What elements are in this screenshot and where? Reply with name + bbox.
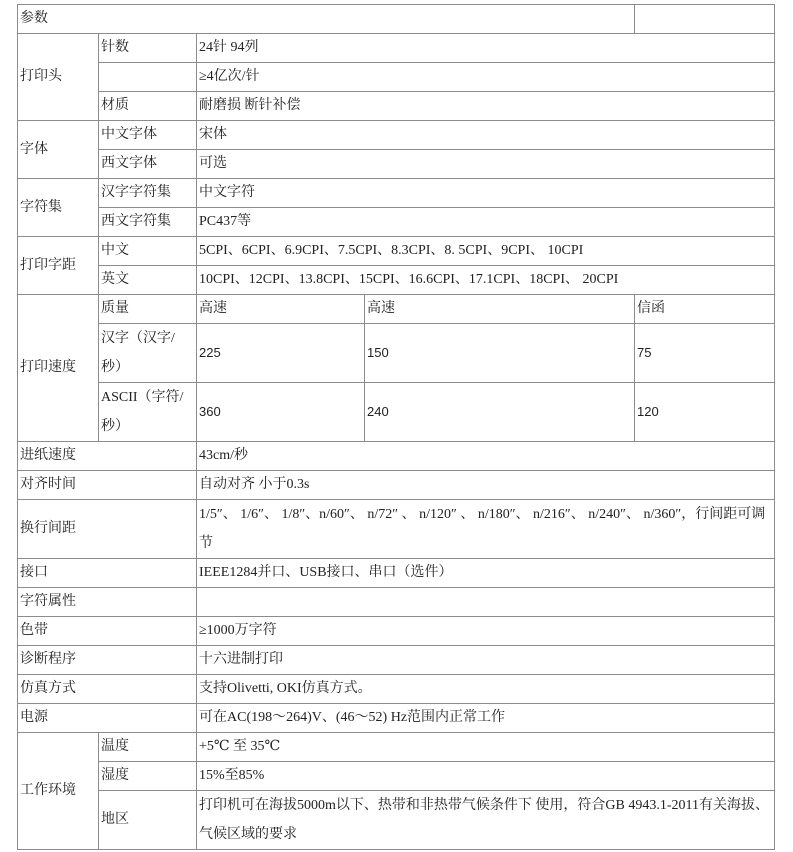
table-row (18, 324, 775, 383)
emu-label: 仿真方式 (18, 675, 197, 704)
speed-a1: 360 (197, 383, 365, 442)
diag-value: 十六进制打印 (197, 646, 775, 675)
ribbon-value: ≥1000万字符 (197, 617, 775, 646)
pins-label: 针数 (99, 34, 197, 63)
env-region-value: 打印机可在海拔5000m以下、热带和非热带气候条件下 使用，符合GB 4943.1-2011有关海拔、气候区域的要求 (197, 791, 775, 850)
font-cn-label: 中文字体 (99, 121, 197, 150)
env-humid-value: 15%至85% (197, 762, 775, 791)
table-row (18, 733, 775, 762)
pitch-cn-value: 5CPI、6CPI、6.9CPI、7.5CPI、8.3CPI、8. 5CPI、9CPI、 10CPI (197, 237, 775, 266)
table-row (18, 559, 775, 588)
charset-label: 字符集 (18, 179, 99, 237)
charattr-label: 字符属性 (18, 588, 197, 617)
table-row (18, 266, 775, 295)
table-row (18, 791, 775, 850)
table-row (18, 92, 775, 121)
material-value: 耐磨损 断针补偿 (197, 92, 775, 121)
table-row (18, 675, 775, 704)
speed-h1: 225 (197, 324, 365, 383)
font-label: 字体 (18, 121, 99, 179)
pitch-label: 打印字距 (18, 237, 99, 295)
life-label (99, 63, 197, 92)
table-row (18, 237, 775, 266)
table-row (18, 471, 775, 500)
emu-value: 支持Olivetti, OKI仿真方式。 (197, 675, 775, 704)
power-value: 可在AC(198～264)V、(46～52) Hz范围内正常工作 (197, 704, 775, 733)
table-row (18, 762, 775, 791)
table-row (18, 442, 775, 471)
speed-label: 打印速度 (18, 295, 99, 442)
speed-h3: 75 (635, 324, 775, 383)
align-value: 自动对齐 小于0.3s (197, 471, 775, 500)
charset-cn-value: 中文字符 (197, 179, 775, 208)
speed-ascii-label: ASCII（字符/秒） (99, 383, 197, 442)
table-row (18, 617, 775, 646)
speed-q3: 信函 (635, 295, 775, 324)
speed-h2: 150 (365, 324, 635, 383)
charset-en-value: PC437等 (197, 208, 775, 237)
env-humid-label: 湿度 (99, 762, 197, 791)
spec-table (17, 4, 775, 850)
table-row (18, 588, 775, 617)
align-label: 对齐时间 (18, 471, 197, 500)
feed-value: 43cm/秒 (197, 442, 775, 471)
interface-value: IEEE1284并口、USB接口、串口（选件） (197, 559, 775, 588)
env-region-label: 地区 (99, 791, 197, 850)
feed-label: 进纸速度 (18, 442, 197, 471)
pins-value: 24针 94列 (197, 34, 775, 63)
pitch-cn-label: 中文 (99, 237, 197, 266)
header-label: 参数 (18, 5, 635, 34)
font-en-value: 可选 (197, 150, 775, 179)
table-row (18, 295, 775, 324)
speed-q2: 高速 (365, 295, 635, 324)
env-label: 工作环境 (18, 733, 99, 850)
table-row (18, 179, 775, 208)
font-en-label: 西文字体 (99, 150, 197, 179)
life-value: ≥4亿次/针 (197, 63, 775, 92)
charset-en-label: 西文字符集 (99, 208, 197, 237)
pitch-en-value: 10CPI、12CPI、13.8CPI、15CPI、16.6CPI、17.1CPI、18CPI、 20CPI (197, 266, 775, 295)
interface-label: 接口 (18, 559, 197, 588)
table-row (18, 208, 775, 237)
linespacing-label: 换行间距 (18, 500, 197, 559)
table-row (18, 5, 775, 34)
diag-label: 诊断程序 (18, 646, 197, 675)
table-row (18, 704, 775, 733)
table-row (18, 646, 775, 675)
material-label: 材质 (99, 92, 197, 121)
header-empty-cell (635, 5, 775, 34)
table-row (18, 150, 775, 179)
speed-q1: 高速 (197, 295, 365, 324)
printhead-label: 打印头 (18, 34, 99, 121)
pitch-en-label: 英文 (99, 266, 197, 295)
env-temp-value: +5℃ 至 35℃ (197, 733, 775, 762)
table-row (18, 383, 775, 442)
speed-a3: 120 (635, 383, 775, 442)
charattr-value (197, 588, 775, 617)
speed-quality-label: 质量 (99, 295, 197, 324)
font-cn-value: 宋体 (197, 121, 775, 150)
table-row (18, 34, 775, 63)
table-row (18, 121, 775, 150)
table-row (18, 500, 775, 559)
table-row (18, 63, 775, 92)
speed-hanzi-label: 汉字（汉字/秒） (99, 324, 197, 383)
linespacing-value: 1/5″、 1/6″、 1/8″、n/60″、 n/72″ 、 n/120″ 、 n/180″、 n/216″、 n/240″、 n/360″，行间距可调节 (197, 500, 775, 559)
ribbon-label: 色带 (18, 617, 197, 646)
power-label: 电源 (18, 704, 197, 733)
charset-cn-label: 汉字字符集 (99, 179, 197, 208)
speed-a2: 240 (365, 383, 635, 442)
env-temp-label: 温度 (99, 733, 197, 762)
